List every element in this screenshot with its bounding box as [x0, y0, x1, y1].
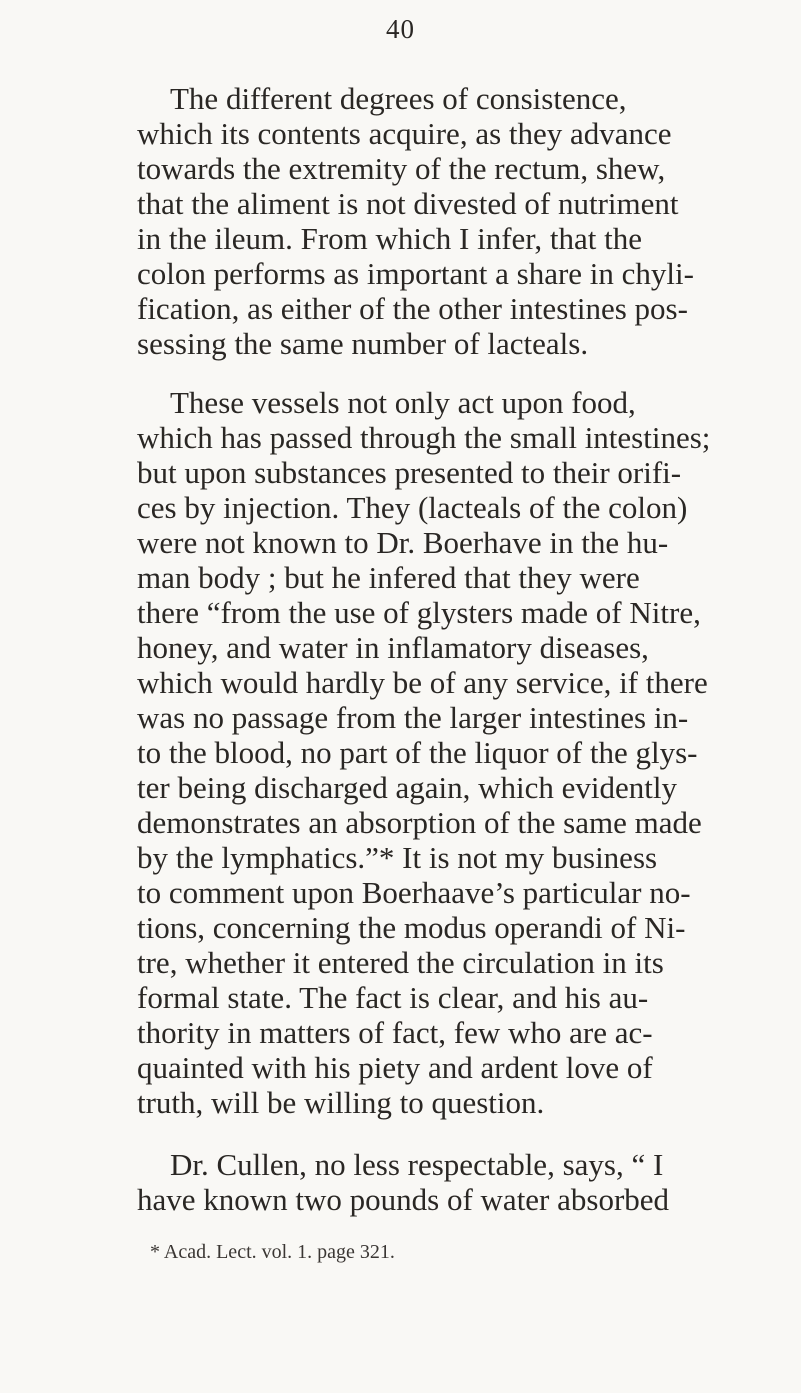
- paragraph-line: ces by injection. They (lacteals of the colon): [137, 490, 688, 525]
- footnote: * Acad. Lect. vol. 1. page 321.: [150, 1241, 395, 1263]
- paragraph-line: The different degrees of consistence,: [170, 81, 627, 116]
- paragraph-line: formal state. The fact is clear, and his au-: [137, 980, 649, 1015]
- paragraph-line: which its contents acquire, as they advance: [137, 116, 672, 151]
- paragraph-line: which would hardly be of any service, if there: [137, 665, 708, 700]
- paragraph-line: thority in matters of fact, few who are ac-: [137, 1015, 653, 1050]
- paragraph-line: have known two pounds of water absorbed: [137, 1182, 670, 1217]
- paragraph-line: fication, as either of the other intestines pos-: [137, 291, 688, 326]
- paragraph-line: to the blood, no part of the liquor of the glys-: [137, 735, 698, 770]
- paragraph-line: were not known to Dr. Boerhave in the hu-: [137, 525, 669, 560]
- paragraph-line: honey, and water in inflamatory diseases,: [137, 630, 649, 665]
- paragraph-line: which has passed through the small intestines;: [137, 420, 711, 455]
- paragraph-line: quainted with his piety and ardent love of: [137, 1050, 653, 1085]
- paragraph-line: was no passage from the larger intestines in-: [137, 700, 689, 735]
- paragraph-line: to comment upon Boerhaave’s particular no-: [137, 875, 691, 910]
- paragraph-line: truth, will be willing to question.: [137, 1085, 545, 1120]
- paragraph-line: These vessels not only act upon food,: [170, 385, 636, 420]
- paragraph-line: that the aliment is not divested of nutriment: [137, 186, 679, 221]
- paragraph-line: Dr. Cullen, no less respectable, says, “ I: [170, 1147, 664, 1182]
- paragraph-line: in the ileum. From which I infer, that the: [137, 221, 642, 256]
- paragraph-line: there “from the use of glysters made of Nitre,: [137, 595, 701, 630]
- paragraph-line: but upon substances presented to their orifi-: [137, 455, 682, 490]
- paragraph-line: man body ; but he infered that they were: [137, 560, 640, 595]
- paragraph-line: tions, concerning the modus operandi of Ni-: [137, 910, 686, 945]
- paragraph-line: colon performs as important a share in chyli-: [137, 256, 694, 291]
- paragraph-line: sessing the same number of lacteals.: [137, 326, 589, 361]
- paragraph-line: tre, whether it entered the circulation in its: [137, 945, 664, 980]
- paragraph-line: by the lymphatics.”* It is not my business: [137, 840, 658, 875]
- paragraph-line: demonstrates an absorption of the same made: [137, 805, 702, 840]
- paragraph-line: ter being discharged again, which evidently: [137, 770, 678, 805]
- page-number: 40: [386, 14, 415, 44]
- paragraph-line: towards the extremity of the rectum, shew,: [137, 151, 666, 186]
